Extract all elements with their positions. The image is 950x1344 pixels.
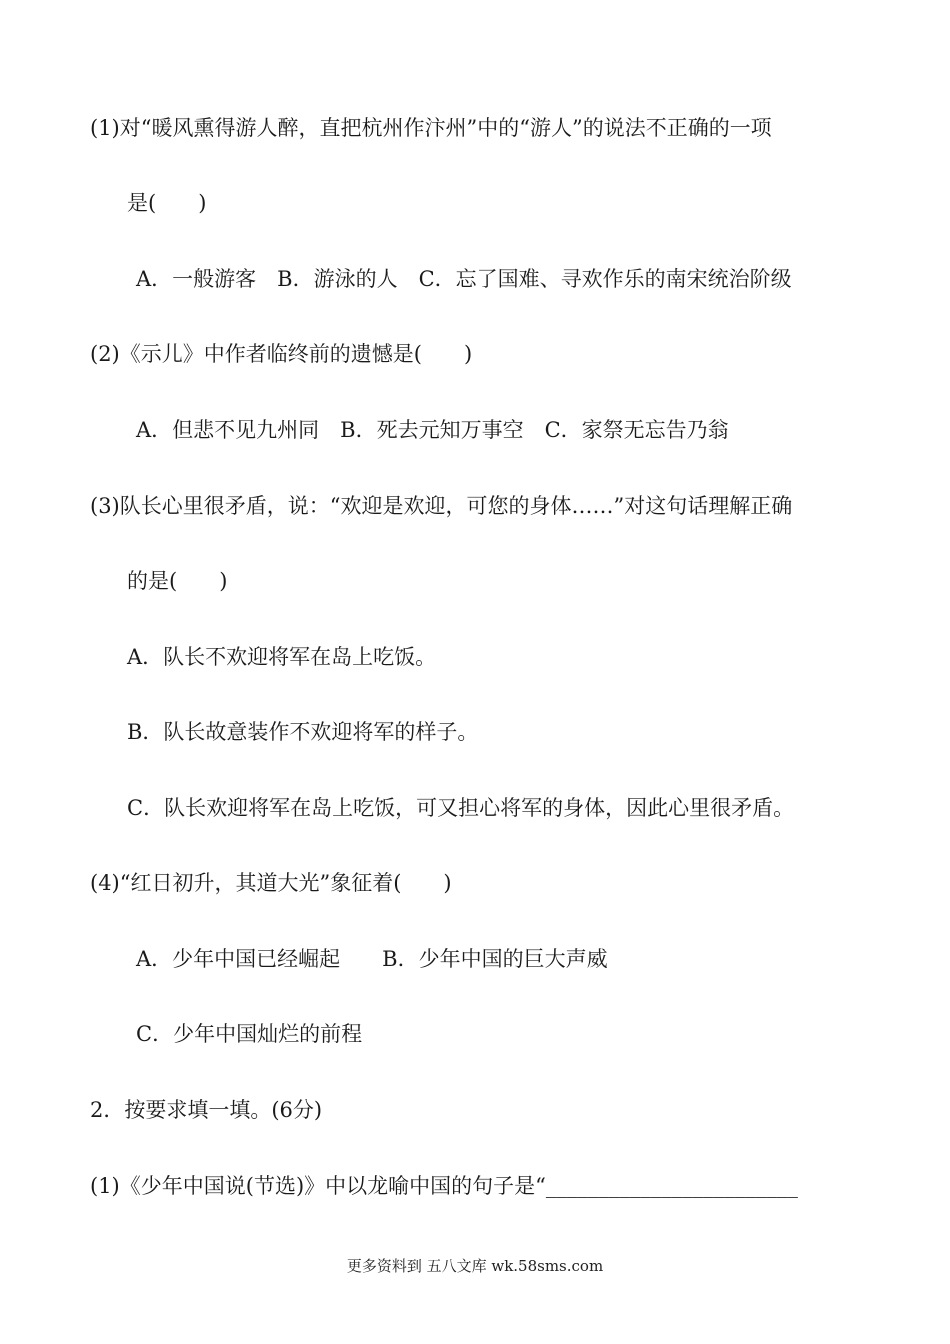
question-3-stem-line1: (3)队长心里很矛盾，说：“欢迎是欢迎，可您的身体……”对这句话理解正确 <box>90 494 793 518</box>
question-3-option-b: B．队长故意装作不欢迎将军的样子。 <box>127 720 479 744</box>
question-2-stem: (2)《示儿》中作者临终前的遗憾是( ) <box>90 342 473 366</box>
question-4-stem: (4)“红日初升，其道大光”象征着( ) <box>90 871 452 895</box>
question-3-option-c: C．队长欢迎将军在岛上吃饭，可又担心将军的身体，因此心里很矛盾。 <box>127 796 795 820</box>
question-4-options-line2: C．少年中国灿烂的前程 <box>136 1022 363 1046</box>
question-3-option-a: A．队长不欢迎将军在岛上吃饭。 <box>127 645 437 669</box>
section-2-question-1: (1)《少年中国说(节选)》中以龙喻中国的句子是“________________________ <box>90 1174 798 1198</box>
section-2-heading: 2．按要求填一填。(6分) <box>90 1098 323 1122</box>
page-footer: 更多资料到 五八文库 wk.58sms.com <box>346 1257 604 1275</box>
question-1-options: A．一般游客 B．游泳的人 C．忘了国难、寻欢作乐的南宋统治阶级 <box>136 267 792 291</box>
question-1-stem-line2: 是( ) <box>127 191 207 215</box>
question-2-options: A．但悲不见九州同 B．死去元知万事空 C．家祭无忘告乃翁 <box>136 418 729 442</box>
question-3-stem-line2: 的是( ) <box>127 569 228 593</box>
question-4-options-line1: A．少年中国已经崛起 B．少年中国的巨大声威 <box>136 947 608 971</box>
question-1-stem-line1: (1)对“暖风熏得游人醉，直把杭州作汴州”中的“游人”的说法不正确的一项 <box>90 116 772 140</box>
